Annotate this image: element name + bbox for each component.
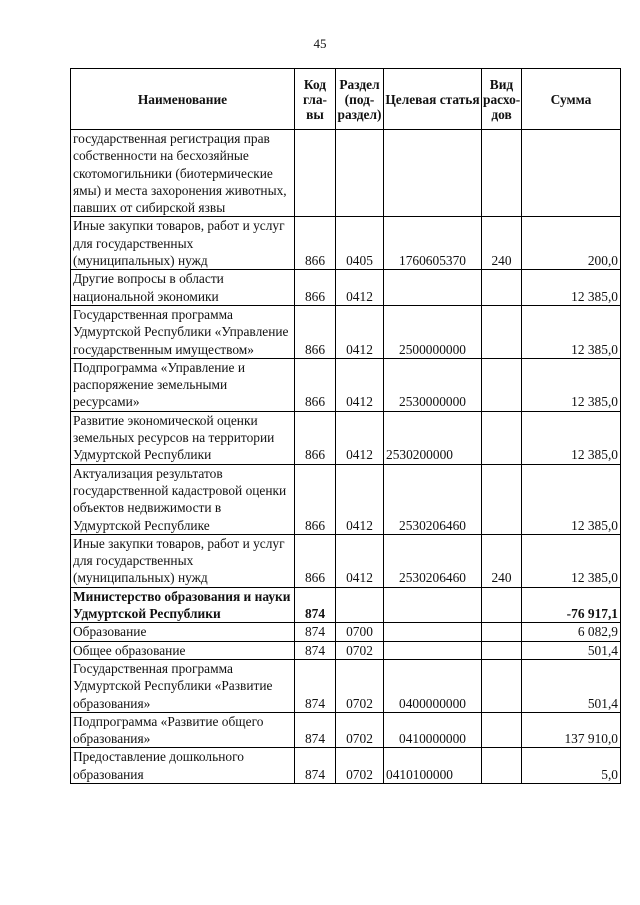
cell-target: 0410000000 — [384, 712, 482, 748]
cell-expense-type: 240 — [482, 217, 522, 270]
cell-expense-type — [482, 270, 522, 306]
table-row — [71, 748, 621, 784]
table-row — [71, 305, 621, 358]
table-row — [71, 217, 621, 270]
cell-amount — [522, 130, 621, 217]
table-row — [71, 464, 621, 534]
cell-amount: 501,4 — [522, 659, 621, 712]
cell-name: Актуализация результатов государственной кадастровой оценки объектов недвижимости в Удмуртской Республике — [71, 464, 295, 534]
cell-target: 1760605370 — [384, 217, 482, 270]
cell-amount: -76 917,1 — [522, 587, 621, 623]
cell-code: 866 — [295, 534, 336, 587]
header-section: Раздел (под-раздел) — [336, 69, 384, 130]
cell-code: 874 — [295, 641, 336, 659]
table-row — [71, 130, 621, 217]
table-row — [71, 623, 621, 641]
cell-amount: 12 385,0 — [522, 464, 621, 534]
cell-target: 0400000000 — [384, 659, 482, 712]
cell-section: 0412 — [336, 534, 384, 587]
cell-name: Предоставление дошкольного образования — [71, 748, 295, 784]
cell-code: 866 — [295, 358, 336, 411]
table-row — [71, 587, 621, 623]
cell-amount: 12 385,0 — [522, 358, 621, 411]
cell-code: 874 — [295, 587, 336, 623]
cell-amount: 12 385,0 — [522, 305, 621, 358]
cell-name: Развитие экономической оценки земельных ресурсов на территории Удмуртской Республики — [71, 411, 295, 464]
table-row — [71, 712, 621, 748]
cell-expense-type — [482, 587, 522, 623]
cell-target — [384, 270, 482, 306]
page-number: 45 — [313, 36, 327, 51]
cell-section: 0412 — [336, 464, 384, 534]
header-target: Целевая статья — [384, 69, 482, 130]
budget-table — [70, 68, 621, 784]
cell-amount: 137 910,0 — [522, 712, 621, 748]
cell-amount: 6 082,9 — [522, 623, 621, 641]
cell-section: 0412 — [336, 411, 384, 464]
cell-section: 0702 — [336, 641, 384, 659]
table-row — [71, 534, 621, 587]
cell-target: 2530200000 — [384, 411, 482, 464]
table-row — [71, 641, 621, 659]
cell-amount: 12 385,0 — [522, 270, 621, 306]
header-name: Наименование — [71, 69, 295, 130]
cell-name: Другие вопросы в области национальной экономики — [71, 270, 295, 306]
cell-name: Министерство образования и науки Удмуртской Республики — [71, 587, 295, 623]
cell-target: 2530206460 — [384, 464, 482, 534]
cell-expense-type — [482, 712, 522, 748]
cell-code: 874 — [295, 623, 336, 641]
cell-target: 2530000000 — [384, 358, 482, 411]
cell-section: 0700 — [336, 623, 384, 641]
cell-section: 0702 — [336, 712, 384, 748]
cell-section: 0405 — [336, 217, 384, 270]
cell-expense-type — [482, 411, 522, 464]
cell-name: Государственная программа Удмуртской Республики «Развитие образования» — [71, 659, 295, 712]
cell-code: 874 — [295, 712, 336, 748]
cell-section: 0412 — [336, 270, 384, 306]
cell-expense-type — [482, 748, 522, 784]
cell-expense-type — [482, 659, 522, 712]
cell-expense-type — [482, 358, 522, 411]
header-row — [71, 69, 621, 130]
cell-code: 874 — [295, 748, 336, 784]
table-row — [71, 659, 621, 712]
cell-target — [384, 623, 482, 641]
cell-target: 2500000000 — [384, 305, 482, 358]
cell-code: 866 — [295, 217, 336, 270]
header-expense-type: Вид расхо-дов — [482, 69, 522, 130]
cell-expense-type — [482, 464, 522, 534]
table-row — [71, 411, 621, 464]
cell-expense-type: 240 — [482, 534, 522, 587]
cell-code — [295, 130, 336, 217]
cell-section: 0412 — [336, 358, 384, 411]
header-code: Код гла-вы — [295, 69, 336, 130]
cell-amount: 5,0 — [522, 748, 621, 784]
cell-name: Образование — [71, 623, 295, 641]
cell-code: 866 — [295, 305, 336, 358]
table-row — [71, 270, 621, 306]
cell-name: Иные закупки товаров, работ и услуг для государственных (муниципальных) нужд — [71, 534, 295, 587]
cell-amount: 12 385,0 — [522, 534, 621, 587]
cell-code: 866 — [295, 411, 336, 464]
cell-target: 0410100000 — [384, 748, 482, 784]
cell-target — [384, 641, 482, 659]
cell-code: 866 — [295, 270, 336, 306]
cell-section: 0412 — [336, 305, 384, 358]
cell-expense-type — [482, 623, 522, 641]
cell-name: Государственная программа Удмуртской Республики «Управление государственным имуществом» — [71, 305, 295, 358]
cell-expense-type — [482, 641, 522, 659]
cell-target — [384, 130, 482, 217]
cell-target — [384, 587, 482, 623]
cell-amount: 12 385,0 — [522, 411, 621, 464]
cell-amount: 200,0 — [522, 217, 621, 270]
cell-expense-type — [482, 130, 522, 217]
cell-section: 0702 — [336, 659, 384, 712]
cell-section: 0702 — [336, 748, 384, 784]
table-row — [71, 358, 621, 411]
header-amount: Сумма — [522, 69, 621, 130]
cell-amount: 501,4 — [522, 641, 621, 659]
cell-expense-type — [482, 305, 522, 358]
cell-name: государственная регистрация прав собственности на бесхозяйные скотомогильники (биотермические ямы) и места захоронения животных, павших от сибирской язвы — [71, 130, 295, 217]
cell-section — [336, 587, 384, 623]
cell-name: Общее образование — [71, 641, 295, 659]
cell-section — [336, 130, 384, 217]
cell-code: 866 — [295, 464, 336, 534]
cell-name: Подпрограмма «Развитие общего образования» — [71, 712, 295, 748]
cell-name: Иные закупки товаров, работ и услуг для государственных (муниципальных) нужд — [71, 217, 295, 270]
cell-target: 2530206460 — [384, 534, 482, 587]
cell-code: 874 — [295, 659, 336, 712]
cell-name: Подпрограмма «Управление и распоряжение земельными ресурсами» — [71, 358, 295, 411]
